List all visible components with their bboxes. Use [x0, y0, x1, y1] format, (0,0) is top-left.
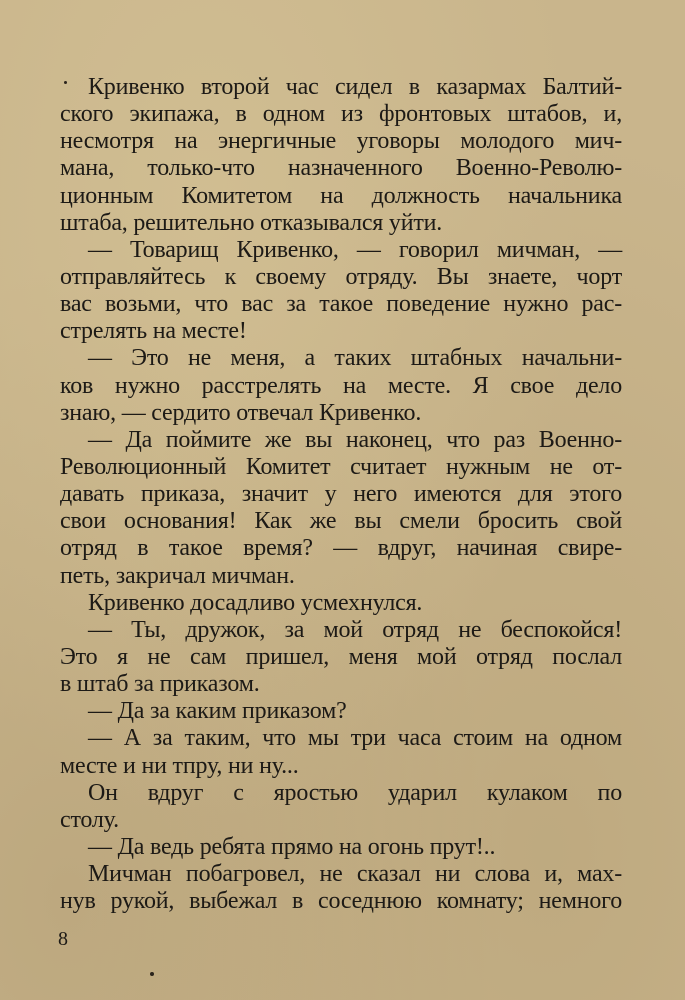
text-line: — Да ведь ребята прямо на огонь прут!..: [88, 833, 496, 860]
text-line: — Да поймите же вы наконец, что раз Военно-: [88, 426, 622, 453]
text-line: нув рукой, выбежал в соседнюю комнату; немного: [60, 888, 622, 915]
text-line: штаба, решительно отказывался уйти.: [60, 209, 443, 236]
text-line: Он вдруг с яростью ударил кулаком по: [88, 779, 622, 806]
text-line: мана, только-что назначенного Военно-Револю-: [60, 155, 622, 182]
text-line: — Да за каким приказом?: [88, 698, 347, 725]
text-line: ского экипажа, в одном из фронтовых штабов, и,: [60, 101, 622, 128]
text-line: свои основания! Как же вы смели бросить свой: [60, 508, 622, 535]
text-line: — Товарищ Кривенко, — говорил мичман, —: [88, 236, 622, 263]
paper-speck: [150, 972, 154, 976]
body-text: [60, 74, 622, 915]
text-line: несмотря на энергичные уговоры молодого мич-: [60, 128, 622, 155]
text-line: вас возьми, что вас за такое поведение нужно рас-: [60, 291, 622, 318]
text-line: ционным Комитетом на должность начальника: [60, 182, 622, 209]
text-line: Кривенко второй час сидел в казармах Балтий-: [88, 74, 622, 100]
paper-speck: [64, 81, 67, 84]
text-line: месте и ни тпру, ни ну...: [60, 752, 299, 779]
text-line: — Это не меня, а таких штабных начальни-: [88, 345, 622, 372]
text-line: стрелять на месте!: [60, 318, 247, 345]
text-line: Это я не сам пришел, меня мой отряд послал: [60, 643, 622, 670]
text-line: в штаб за приказом.: [60, 671, 260, 698]
text-line: отряд в такое время? — вдруг, начиная свире-: [60, 535, 622, 562]
text-line: петь, закричал мичман.: [60, 562, 295, 589]
text-line: ков нужно расстрелять на месте. Я свое дело: [60, 372, 622, 399]
page-number: 8: [58, 928, 68, 950]
text-line: — Ты, дружок, за мой отряд не беспокойся!: [88, 616, 622, 643]
text-line: Кривенко досадливо усмехнулся.: [88, 589, 423, 616]
text-line: отправляйтесь к своему отряду. Вы знаете, чорт: [60, 263, 622, 290]
text-line: Мичман побагровел, не сказал ни слова и, мах-: [88, 861, 622, 888]
text-line: — А за таким, что мы три часа стоим на одном: [88, 725, 622, 752]
text-line: знаю, — сердито отвечал Кривенко.: [60, 399, 422, 426]
text-line: давать приказа, значит у него имеются для этого: [60, 481, 622, 508]
text-line: Революционный Комитет считает нужным не от-: [60, 453, 622, 480]
text-line: столу.: [60, 806, 119, 833]
